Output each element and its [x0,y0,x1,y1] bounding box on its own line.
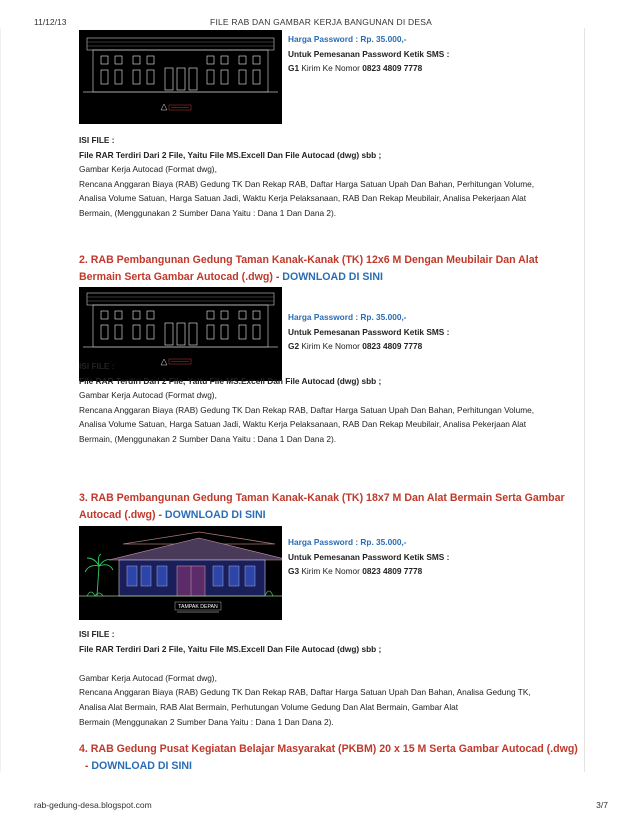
price-box-g2 [288,310,449,354]
isi-line: Analisa Volume Satuan, Harga Satuan Jadi, Waktu Kerja Pelaksanaan, RAB Dan Rekap Meubilair, Analisa Pekerjaan Alat [79,193,527,204]
isi-line: File RAR Terdiri Dari 2 File, Yaitu File MS.Excell Dan File Autocad (dwg) sbb ; [79,149,382,160]
phone-number: 0823 4809 7778 [362,341,423,351]
sms-code: G3 [288,566,300,576]
phone-number: 0823 4809 7778 [362,566,423,576]
isi-line: Bermain (Menggunakan 2 Sumber Dana Yaitu : Dana 1 Dan Dana 2). [79,716,334,727]
send-to-label: Kirim Ke Nomor [301,63,360,73]
section-heading-2 [79,252,579,286]
page-edge-right [584,28,585,772]
section-heading-4 [79,741,579,775]
isi-line: Rencana Anggaran Biaya (RAB) Gedung TK Dan Rekap RAB, Daftar Harga Satuan Upah Dan Bahan, Analisa Gedung TK, [79,687,531,698]
price-line: Harga Password : Rp. 35.000,- [288,312,407,322]
cad-drawing-g3 [79,526,282,620]
sms-instruction: Untuk Pemesanan Password Ketik SMS : [288,326,450,337]
section-title: 2. RAB Pembangunan Gedung Taman Kanak-Kanak (TK) 12x6 M Dengan Meubilair Dan Alat Bermain Serta Gambar Autocad (.dwg) [79,254,539,283]
isi-line: Rencana Anggaran Biaya (RAB) Gedung TK Dan Rekap RAB, Daftar Harga Satuan Upah Dan Bahan, Perhitungan Volume, [79,178,535,189]
price-box-g3 [288,535,449,579]
sms-instruction: Untuk Pemesanan Password Ketik SMS : [288,48,450,59]
drawing-label: TAMPAK DEPAN [178,604,218,610]
isi-line: File RAR Terdiri Dari 2 File, Yaitu File MS.Excell Dan File Autocad (dwg) sbb ; [79,643,382,654]
isi-line: File RAR Terdiri Dari 2 File, Yaitu File MS.Excell Dan File Autocad (dwg) sbb ; [79,375,382,386]
isi-title: ISI FILE : [79,135,115,145]
send-to-label: Kirim Ke Nomor [301,341,360,351]
isi-title: ISI FILE : [79,629,115,639]
section-heading-3 [79,490,579,524]
isi-line: Gambar Kerja Autocad (Format dwg), [79,672,217,683]
page-header [34,17,608,29]
sms-instruction: Untuk Pemesanan Password Ketik SMS : [288,551,450,562]
header-date: 11/12/13 [34,17,67,27]
header-title: FILE RAB DAN GAMBAR KERJA BANGUNAN DI DESA [210,17,432,27]
price-box-g1 [288,32,449,76]
isi-line: Bermain, (Menggunakan 2 Sumber Dana Yaitu : Dana 1 Dan Dana 2). [79,433,337,444]
isi-title: ISI FILE : [79,361,115,371]
separator: - [155,509,165,521]
separator: - [79,760,92,772]
sms-code: G1 [288,63,300,73]
price-line: Harga Password : Rp. 35.000,- [288,537,407,547]
isi-line: Bermain, (Menggunakan 2 Sumber Dana Yaitu : Dana 1 Dan Dana 2). [79,207,337,218]
cad-drawing-g1 [79,30,282,124]
file-contents-g3 [79,627,579,729]
download-link[interactable]: DOWNLOAD DI SINI [282,271,383,283]
footer-site: rab-gedung-desa.blogspot.com [34,800,152,810]
page-number: 3/7 [596,800,608,810]
isi-line: Gambar Kerja Autocad (Format dwg), [79,390,217,401]
download-link[interactable]: DOWNLOAD DI SINI [91,760,192,772]
send-to-label: Kirim Ke Nomor [301,566,360,576]
file-contents-g2 [79,359,579,447]
isi-line: Analisa Volume Satuan, Harga Satuan Jadi, Waktu Kerja Pelaksanaan, RAB Dan Rekap Meubilair, Analisa Pekerjaan Alat [79,419,527,430]
file-contents-g1 [79,133,579,221]
isi-line: Rencana Anggaran Biaya (RAB) Gedung TK Dan Rekap RAB, Daftar Harga Satuan Upah Dan Bahan, Perhitungan Volume, [79,404,535,415]
kindergarten-facade-drawing [79,526,282,620]
section-title: 3. RAB Pembangunan Gedung Taman Kanak-Kanak (TK) 18x7 M Dan Alat Bermain Serta Gambar Autocad (.dwg) [79,492,565,521]
building-elevation-drawing [79,30,282,124]
price-line: Harga Password : Rp. 35.000,- [288,34,407,44]
page-edge-left [0,28,1,772]
isi-line: Gambar Kerja Autocad (Format dwg), [79,164,217,175]
blank-line [79,656,579,671]
separator: - [272,271,283,283]
section-title: 4. RAB Gedung Pusat Kegiatan Belajar Masyarakat (PKBM) 20 x 15 M Serta Gambar Autocad (.dwg) [79,743,578,755]
sms-code: G2 [288,341,300,351]
phone-number: 0823 4809 7778 [362,63,423,73]
download-link[interactable]: DOWNLOAD DI SINI [164,509,266,521]
isi-line: Analisa Alat Bermain, RAB Alat Bermain, Perhutungan Volume Gedung Dan Alat Bermain, Gambar Alat [79,701,459,712]
